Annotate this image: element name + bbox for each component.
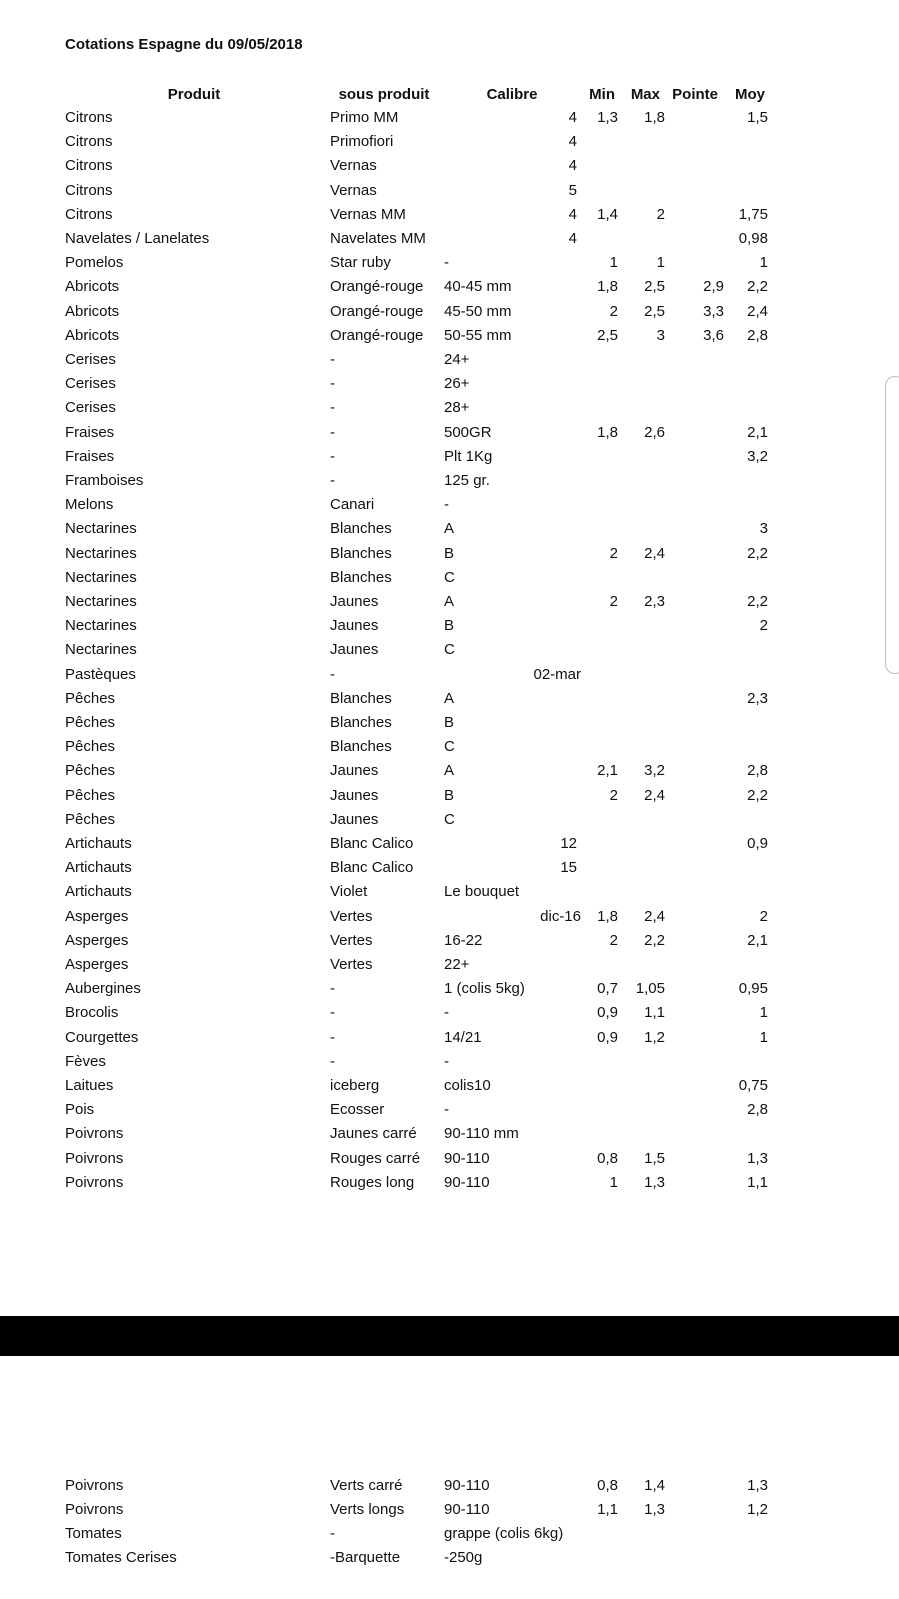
cell-max: 1,1 (644, 1004, 665, 1022)
cell-min: 2 (609, 786, 618, 804)
header-sous-produit: sous produit (338, 86, 430, 103)
black-band (0, 1316, 899, 1356)
cell-produit: Poivrons (65, 1125, 124, 1143)
table-row (0, 348, 899, 372)
cell-produit: Poivrons (65, 1173, 124, 1191)
scroll-indicator[interactable] (885, 376, 899, 674)
cell-produit: Nectarines (65, 593, 137, 610)
cell-produit: Poivrons (65, 1501, 124, 1518)
cell-calibre: 90-110 (444, 1501, 490, 1518)
cell-produit: Artichauts (65, 835, 132, 852)
cell-moy: 1 (759, 1004, 768, 1022)
cell-sous-produit: - (330, 980, 335, 998)
cell-min: 2 (609, 931, 618, 949)
table-row (0, 1147, 899, 1171)
cell-sous-produit: - (330, 375, 335, 393)
cell-calibre: B (444, 544, 455, 562)
cell-max: 1,4 (644, 1477, 665, 1494)
cell-min: 2 (609, 544, 618, 562)
cell-calibre-num: 02-mar (533, 665, 581, 683)
cell-min: 1 (609, 254, 618, 272)
cell-produit: Pêches (65, 689, 116, 707)
table-row (0, 808, 899, 832)
cell-produit: Cerises (65, 351, 116, 368)
cell-sous-produit: Rouges long (330, 1173, 415, 1191)
table-row (0, 106, 899, 130)
table-row (0, 784, 899, 808)
cell-sous-produit: - (330, 351, 335, 368)
cell-sous-produit: -Barquette (330, 1549, 401, 1566)
cell-moy: 2,8 (747, 326, 768, 344)
cell-moy: 2,8 (747, 762, 768, 780)
cell-sous-produit: Vernas (330, 181, 377, 199)
cell-produit: Brocolis (65, 1004, 119, 1022)
cell-sous-produit: Blanches (330, 568, 392, 586)
cell-produit: Pois (65, 1101, 95, 1119)
cell-sous-produit: Blanches (330, 689, 392, 707)
cell-calibre-num: 5 (568, 181, 577, 199)
cell-sous-produit: Primo MM (330, 109, 399, 126)
cell-produit: Poivrons (65, 1149, 124, 1167)
cell-produit: Citrons (65, 133, 113, 151)
cell-calibre: grappe (colis 6kg) (444, 1525, 564, 1542)
cell-sous-produit: Jaunes (330, 641, 379, 659)
cell-calibre: Plt 1Kg (444, 447, 493, 465)
cell-produit: Pastèques (65, 665, 136, 683)
cell-produit: Tomates Cerises (65, 1549, 177, 1566)
cell-min: 1,8 (597, 423, 618, 441)
cell-moy: 2,1 (747, 423, 768, 441)
cell-moy: 3,2 (747, 447, 768, 465)
cell-calibre: 90-110 mm (444, 1125, 519, 1143)
cell-sous-produit: Primofiori (330, 133, 394, 151)
cell-sous-produit: iceberg (330, 1077, 380, 1094)
cell-min: 2,1 (597, 762, 618, 780)
header-moy: Moy (735, 86, 765, 103)
cell-calibre: C (444, 641, 455, 659)
table-row (0, 1098, 899, 1122)
table-row (0, 759, 899, 783)
cell-max: 2,4 (644, 786, 665, 804)
cell-sous-produit: Vernas (330, 157, 377, 175)
cell-sous-produit: Star ruby (330, 254, 391, 272)
table-row (0, 1050, 899, 1074)
table-row (0, 711, 899, 735)
cell-sous-produit: Blanches (330, 714, 392, 731)
cell-moy: 2,4 (747, 302, 768, 320)
header-min: Min (589, 86, 615, 103)
cell-sous-produit: - (330, 1004, 335, 1022)
cell-min: 0,8 (597, 1477, 618, 1494)
cell-min: 0,8 (597, 1149, 618, 1167)
cell-sous-produit: Rouges carré (330, 1149, 421, 1167)
table-row (0, 1122, 899, 1146)
cell-min: 1 (609, 1173, 618, 1191)
cell-min: 1,4 (597, 205, 618, 223)
cell-produit: Poivrons (65, 1477, 124, 1494)
cell-produit: Artichauts (65, 883, 132, 901)
cell-calibre: B (444, 786, 455, 804)
cell-calibre-num: 4 (568, 230, 577, 247)
cell-max: 2,4 (644, 544, 665, 562)
table-row (0, 179, 899, 203)
cell-calibre: 26+ (444, 375, 470, 393)
cell-calibre-num: 15 (560, 859, 577, 877)
cell-sous-produit: Orangé-rouge (330, 326, 424, 344)
cell-sous-produit: - (330, 1525, 335, 1542)
cell-moy: 1 (759, 254, 768, 272)
cell-produit: Fèves (65, 1052, 106, 1070)
table-row (0, 663, 899, 687)
cell-calibre: -250g (444, 1549, 483, 1566)
cell-min: 0,9 (597, 1004, 618, 1022)
cell-moy: 2,2 (747, 786, 768, 804)
cell-moy: 1,5 (747, 109, 768, 126)
cell-produit: Nectarines (65, 544, 137, 562)
cell-calibre: - (444, 254, 449, 272)
cell-calibre-num: 4 (568, 205, 577, 223)
cell-sous-produit: Jaunes (330, 617, 379, 635)
cell-produit: Abricots (65, 326, 120, 344)
table-row (0, 469, 899, 493)
table-row (0, 227, 899, 251)
cell-calibre: A (444, 520, 455, 538)
table-row (0, 832, 899, 856)
cell-produit: Fraises (65, 423, 115, 441)
table-row (0, 1001, 899, 1025)
cell-max: 2,2 (644, 931, 665, 949)
table-row (0, 953, 899, 977)
cell-sous-produit: Blanches (330, 738, 392, 756)
cell-sous-produit: - (330, 1028, 335, 1046)
cell-sous-produit: Verts carré (330, 1477, 403, 1494)
cell-calibre: C (444, 568, 455, 586)
cell-produit: Melons (65, 496, 114, 514)
cell-calibre: 24+ (444, 351, 470, 368)
cell-sous-produit: Orangé-rouge (330, 278, 424, 296)
cell-produit: Asperges (65, 931, 129, 949)
cell-moy: 2,8 (747, 1101, 768, 1119)
table-row (0, 445, 899, 469)
cell-pointe: 3,6 (703, 326, 724, 344)
cell-produit: Abricots (65, 302, 120, 320)
table-row (0, 1474, 899, 1498)
cell-sous-produit: - (330, 447, 335, 465)
cell-sous-produit: Jaunes (330, 762, 379, 780)
cell-min: 1,3 (597, 109, 618, 126)
cell-moy: 2,2 (747, 278, 768, 296)
cell-moy: 0,75 (738, 1077, 768, 1094)
table-row (0, 517, 899, 541)
cell-sous-produit: Violet (330, 883, 368, 901)
cell-produit: Pêches (65, 738, 116, 756)
cell-moy: 1,1 (747, 1173, 768, 1191)
table-row (0, 638, 899, 662)
cell-max: 2,6 (644, 423, 665, 441)
cell-moy: 2,1 (747, 931, 768, 949)
cell-calibre: 16-22 (444, 931, 483, 949)
cell-calibre: 500GR (444, 423, 492, 441)
cell-produit: Nectarines (65, 520, 137, 538)
table-row (0, 300, 899, 324)
table-row (0, 1498, 899, 1522)
table-row (0, 542, 899, 566)
document-title: Cotations Espagne du 09/05/2018 (65, 36, 303, 53)
cell-min: 1,8 (597, 278, 618, 296)
cell-max: 1 (656, 254, 665, 272)
cell-max: 3,2 (644, 762, 665, 780)
cell-calibre: 125 gr. (444, 472, 490, 489)
cell-produit: Framboises (65, 472, 144, 489)
cell-sous-produit: Jaunes (330, 810, 379, 828)
cell-sous-produit: Jaunes (330, 786, 379, 804)
cell-produit: Citrons (65, 109, 113, 126)
cell-calibre: C (444, 810, 455, 828)
cell-produit: Cerises (65, 375, 116, 393)
cell-moy: 2,2 (747, 593, 768, 610)
cell-produit: Asperges (65, 907, 129, 925)
cell-max: 2 (656, 205, 665, 223)
cell-max: 2,5 (644, 278, 665, 296)
table-row (0, 590, 899, 614)
cell-calibre: A (444, 762, 455, 780)
cell-max: 3 (656, 326, 665, 344)
cell-min: 1,1 (597, 1501, 618, 1518)
cell-calibre: 90-110 (444, 1173, 490, 1191)
table-row (0, 977, 899, 1001)
cell-moy: 1,3 (747, 1149, 768, 1167)
cell-moy: 3 (759, 520, 768, 538)
table-row (0, 1171, 899, 1195)
table-row (0, 396, 899, 420)
table-row (0, 421, 899, 445)
cell-calibre: A (444, 593, 455, 610)
cell-produit: Pêches (65, 762, 116, 780)
cell-moy: 0,95 (738, 980, 768, 998)
table-row (0, 880, 899, 904)
cell-max: 1,2 (644, 1028, 665, 1046)
table-row (0, 251, 899, 275)
cell-max: 1,3 (644, 1173, 665, 1191)
cell-sous-produit: - (330, 472, 335, 489)
table-row (0, 1522, 899, 1546)
cell-calibre: 14/21 (444, 1028, 482, 1046)
cell-calibre: B (444, 617, 455, 635)
cell-produit: Fraises (65, 447, 115, 465)
table-row (0, 905, 899, 929)
table-row (0, 1026, 899, 1050)
cell-min: 1,8 (597, 907, 618, 925)
cell-produit: Pêches (65, 786, 116, 804)
cell-calibre: 22+ (444, 956, 470, 973)
cell-produit: Pêches (65, 714, 116, 731)
cell-calibre: 45-50 mm (444, 302, 512, 320)
cell-produit: Citrons (65, 205, 113, 223)
cell-sous-produit: Orangé-rouge (330, 302, 424, 320)
cell-sous-produit: Ecosser (330, 1101, 385, 1119)
cell-sous-produit: - (330, 399, 335, 417)
table-row (0, 614, 899, 638)
cell-max: 1,3 (644, 1501, 665, 1518)
cell-calibre: colis10 (444, 1077, 491, 1094)
cell-produit: Abricots (65, 278, 120, 296)
cell-max: 1,8 (644, 109, 665, 126)
cell-calibre: 90-110 (444, 1477, 490, 1494)
cell-calibre: - (444, 1101, 449, 1119)
cell-calibre: 40-45 mm (444, 278, 512, 296)
cell-produit: Courgettes (65, 1028, 139, 1046)
table-row (0, 856, 899, 880)
table-row (0, 566, 899, 590)
cell-produit: Citrons (65, 157, 113, 175)
cell-moy: 1,2 (747, 1501, 768, 1518)
table-row (0, 687, 899, 711)
cell-calibre-num: 12 (560, 835, 577, 852)
cell-sous-produit: - (330, 1052, 335, 1070)
cell-sous-produit: Blanches (330, 544, 392, 562)
cell-sous-produit: - (330, 423, 335, 441)
cell-min: 2 (609, 302, 618, 320)
header-calibre: Calibre (486, 86, 538, 103)
header-max: Max (630, 86, 660, 103)
cell-produit: Tomates (65, 1525, 122, 1542)
cell-min: 2 (609, 593, 618, 610)
cell-min: 2,5 (597, 326, 618, 344)
cell-sous-produit: Blanc Calico (330, 835, 414, 852)
header-pointe: Pointe (672, 86, 718, 103)
cell-produit: Asperges (65, 956, 129, 973)
cell-calibre: - (444, 496, 449, 514)
cell-pointe: 2,9 (703, 278, 724, 296)
table-row (0, 275, 899, 299)
cell-max: 1,05 (635, 980, 665, 998)
cell-produit: Artichauts (65, 859, 132, 877)
cell-max: 2,5 (644, 302, 665, 320)
cell-moy: 2 (759, 617, 768, 635)
cell-produit: Pomelos (65, 254, 124, 272)
cell-produit: Aubergines (65, 980, 141, 998)
cell-sous-produit: Jaunes carré (330, 1125, 417, 1143)
table-row (0, 130, 899, 154)
cell-moy: 1,3 (747, 1477, 768, 1494)
cell-sous-produit: Vernas MM (330, 205, 406, 223)
cell-sous-produit: Blanc Calico (330, 859, 414, 877)
cell-sous-produit: - (330, 665, 335, 683)
cell-calibre-num: dic-16 (540, 907, 581, 925)
cell-sous-produit: Canari (330, 496, 375, 514)
cell-moy: 2,2 (747, 544, 768, 562)
cell-calibre-num: 4 (568, 157, 577, 175)
table-row (0, 929, 899, 953)
cell-sous-produit: Jaunes (330, 593, 379, 610)
cell-calibre-num: 4 (568, 109, 577, 126)
cell-produit: Nectarines (65, 617, 137, 635)
cell-moy: 1 (759, 1028, 768, 1046)
cell-moy: 1,75 (738, 205, 768, 223)
cell-calibre: 50-55 mm (444, 326, 512, 344)
table-row (0, 154, 899, 178)
cell-sous-produit: Vertes (330, 907, 373, 925)
cell-sous-produit: Navelates MM (330, 230, 426, 247)
cell-calibre: - (444, 1052, 449, 1070)
cell-sous-produit: Verts longs (330, 1501, 405, 1518)
table-row (0, 372, 899, 396)
cell-calibre: Le bouquet (444, 883, 520, 901)
cell-produit: Nectarines (65, 568, 137, 586)
cell-max: 2,4 (644, 907, 665, 925)
cell-produit: Navelates / Lanelates (65, 230, 210, 247)
cell-calibre: C (444, 738, 455, 756)
table-row (0, 1546, 899, 1570)
cell-max: 1,5 (644, 1149, 665, 1167)
cell-calibre-num: 4 (568, 133, 577, 151)
cell-moy: 0,9 (747, 835, 768, 852)
cell-calibre: 1 (colis 5kg) (444, 980, 525, 998)
cell-produit: Citrons (65, 181, 113, 199)
cell-produit: Pêches (65, 810, 116, 828)
cell-moy: 2,3 (747, 689, 768, 707)
cell-sous-produit: Blanches (330, 520, 392, 538)
cell-calibre: 28+ (444, 399, 470, 417)
table-row (0, 324, 899, 348)
cell-calibre: B (444, 714, 455, 731)
cell-calibre: - (444, 1004, 449, 1022)
cell-calibre: 90-110 (444, 1149, 490, 1167)
cell-produit: Cerises (65, 399, 116, 417)
cell-sous-produit: Vertes (330, 956, 373, 973)
cell-pointe: 3,3 (703, 302, 724, 320)
cell-calibre: A (444, 689, 455, 707)
cell-moy: 2 (759, 907, 768, 925)
cell-max: 2,3 (644, 593, 665, 610)
table-row (0, 735, 899, 759)
table-row (0, 493, 899, 517)
cell-produit: Nectarines (65, 641, 137, 659)
cell-min: 0,7 (597, 980, 618, 998)
cell-sous-produit: Vertes (330, 931, 373, 949)
cell-moy: 0,98 (738, 230, 768, 247)
cell-min: 0,9 (597, 1028, 618, 1046)
cell-produit: Laitues (65, 1077, 114, 1094)
table-row (0, 203, 899, 227)
header-produit: Produit (167, 86, 221, 103)
table-row (0, 1074, 899, 1098)
